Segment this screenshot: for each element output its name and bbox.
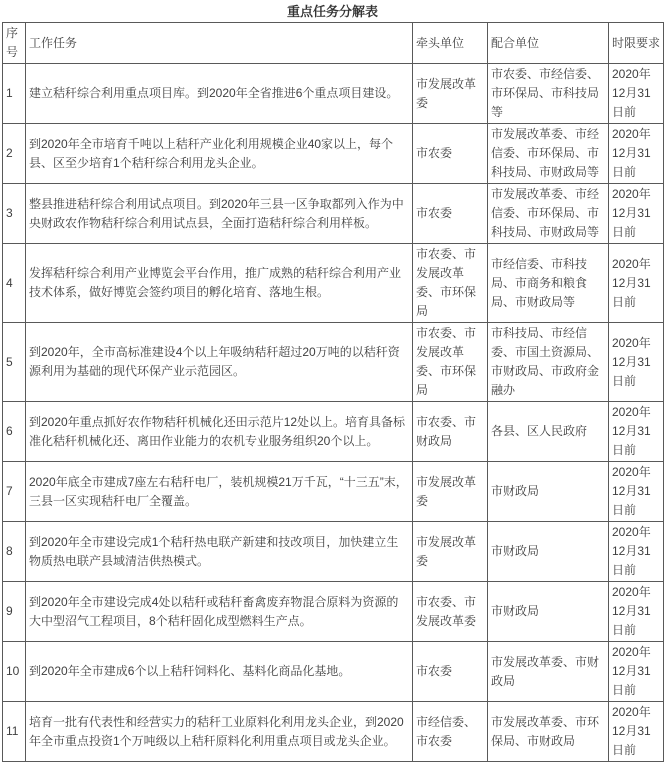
cell-lead: 市农委 <box>413 642 488 702</box>
cell-no: 4 <box>3 244 26 323</box>
cell-no: 6 <box>3 402 26 462</box>
table-row <box>3 582 664 642</box>
table-row <box>3 184 664 244</box>
header-task: 工作任务 <box>26 23 413 64</box>
task-breakdown-table <box>2 22 664 762</box>
table-row <box>3 323 664 402</box>
cell-deadline: 2020年12月31日前 <box>609 522 664 582</box>
cell-coop: 市财政局 <box>488 462 609 522</box>
cell-no: 11 <box>3 702 26 762</box>
cell-no: 7 <box>3 462 26 522</box>
table-header-row <box>3 23 664 64</box>
cell-coop: 各县、区人民政府 <box>488 402 609 462</box>
cell-task: 到2020年，全市高标准建设4个以上年吸纳秸秆超过20万吨的以秸秆资源利用为基础的现代环保产业示范园区。 <box>26 323 413 402</box>
cell-coop: 市财政局 <box>488 522 609 582</box>
page-title: 重点任务分解表 <box>286 4 378 19</box>
cell-deadline: 2020年12月31日前 <box>609 702 664 762</box>
cell-coop: 市发展改革委、市环保局、市财政局 <box>488 702 609 762</box>
table-row <box>3 402 664 462</box>
cell-no: 2 <box>3 124 26 184</box>
cell-deadline: 2020年12月31日前 <box>609 184 664 244</box>
cell-task: 建立秸秆综合利用重点项目库。到2020年全省推进6个重点项目建设。 <box>26 64 413 124</box>
table-row <box>3 244 664 323</box>
cell-no: 5 <box>3 323 26 402</box>
cell-coop: 市经信委、市科技局、市商务和粮食局、市财政局等 <box>488 244 609 323</box>
cell-lead: 市农委、市发展改革委、市环保局 <box>413 244 488 323</box>
cell-no: 3 <box>3 184 26 244</box>
cell-deadline: 2020年12月31日前 <box>609 124 664 184</box>
cell-lead: 市发展改革委 <box>413 462 488 522</box>
cell-lead: 市农委 <box>413 184 488 244</box>
cell-no: 10 <box>3 642 26 702</box>
cell-coop: 市发展改革委、市经信委、市环保局、市科技局、市财政局等 <box>488 124 609 184</box>
cell-task: 整县推进秸秆综合利用试点项目。到2020年三县一区争取都列入作为中央财政农作物秸秆综合利用试点县，全面打造秸秆综合利用样板。 <box>26 184 413 244</box>
cell-lead: 市农委、市发展改革委 <box>413 582 488 642</box>
table-row <box>3 522 664 582</box>
cell-deadline: 2020年12月31日前 <box>609 402 664 462</box>
header-lead: 牵头单位 <box>413 23 488 64</box>
cell-lead: 市农委、市发展改革委、市环保局 <box>413 323 488 402</box>
table-row <box>3 64 664 124</box>
cell-task: 到2020年全市建设完成1个秸秆热电联产新建和技改项目，加快建立生物质热电联产县域清洁供热模式。 <box>26 522 413 582</box>
cell-deadline: 2020年12月31日前 <box>609 64 664 124</box>
table-row <box>3 702 664 762</box>
header-deadline: 时限要求 <box>609 23 664 64</box>
header-no: 序号 <box>3 23 26 64</box>
table-row <box>3 642 664 702</box>
cell-task: 到2020年全市建设完成4处以秸秆或秸秆畜禽废弃物混合原料为资源的大中型沼气工程项目，8个秸秆固化成型燃料生产点。 <box>26 582 413 642</box>
cell-deadline: 2020年12月31日前 <box>609 462 664 522</box>
cell-no: 8 <box>3 522 26 582</box>
cell-deadline: 2020年12月31日前 <box>609 323 664 402</box>
table-row <box>3 124 664 184</box>
cell-lead: 市发展改革委 <box>413 522 488 582</box>
cell-coop: 市财政局 <box>488 582 609 642</box>
cell-coop: 市农委、市经信委、市环保局、市科技局等 <box>488 64 609 124</box>
cell-task: 到2020年全市建成6个以上秸秆饲料化、基料化商品化基地。 <box>26 642 413 702</box>
cell-no: 9 <box>3 582 26 642</box>
cell-task: 培育一批有代表性和经营实力的秸秆工业原料化利用龙头企业，到2020年全市重点投资1个万吨级以上秸秆原料化利用重点项目或龙头企业。 <box>26 702 413 762</box>
cell-task: 到2020年重点抓好农作物秸秆机械化还田示范片12处以上。培育具备标准化秸秆机械化还、离田作业能力的农机专业服务组织20个以上。 <box>26 402 413 462</box>
cell-task: 发挥秸秆综合利用产业博览会平台作用，推广成熟的秸秆综合利用产业技术体系，做好博览会签约项目的孵化培育、落地生根。 <box>26 244 413 323</box>
cell-lead: 市农委 <box>413 124 488 184</box>
cell-task: 2020年底全市建成7座左右秸秆电厂，装机规模21万千瓦，“十三五”末，三县一区实现秸秆电厂全覆盖。 <box>26 462 413 522</box>
cell-no: 1 <box>3 64 26 124</box>
header-coop: 配合单位 <box>488 23 609 64</box>
cell-lead: 市经信委、市农委 <box>413 702 488 762</box>
cell-deadline: 2020年12月31日前 <box>609 244 664 323</box>
cell-task: 到2020年全市培育千吨以上秸秆产业化利用规模企业40家以上，每个县、区至少培育1个秸秆综合利用龙头企业。 <box>26 124 413 184</box>
cell-deadline: 2020年12月31日前 <box>609 582 664 642</box>
cell-coop: 市发展改革委、市经信委、市环保局、市科技局、市财政局等 <box>488 184 609 244</box>
cell-lead: 市发展改革委 <box>413 64 488 124</box>
cell-deadline: 2020年12月31日前 <box>609 642 664 702</box>
cell-coop: 市发展改革委、市财政局 <box>488 642 609 702</box>
cell-lead: 市农委、市财政局 <box>413 402 488 462</box>
cell-coop: 市科技局、市经信委、市国土资源局、市财政局、市政府金融办 <box>488 323 609 402</box>
table-row <box>3 462 664 522</box>
